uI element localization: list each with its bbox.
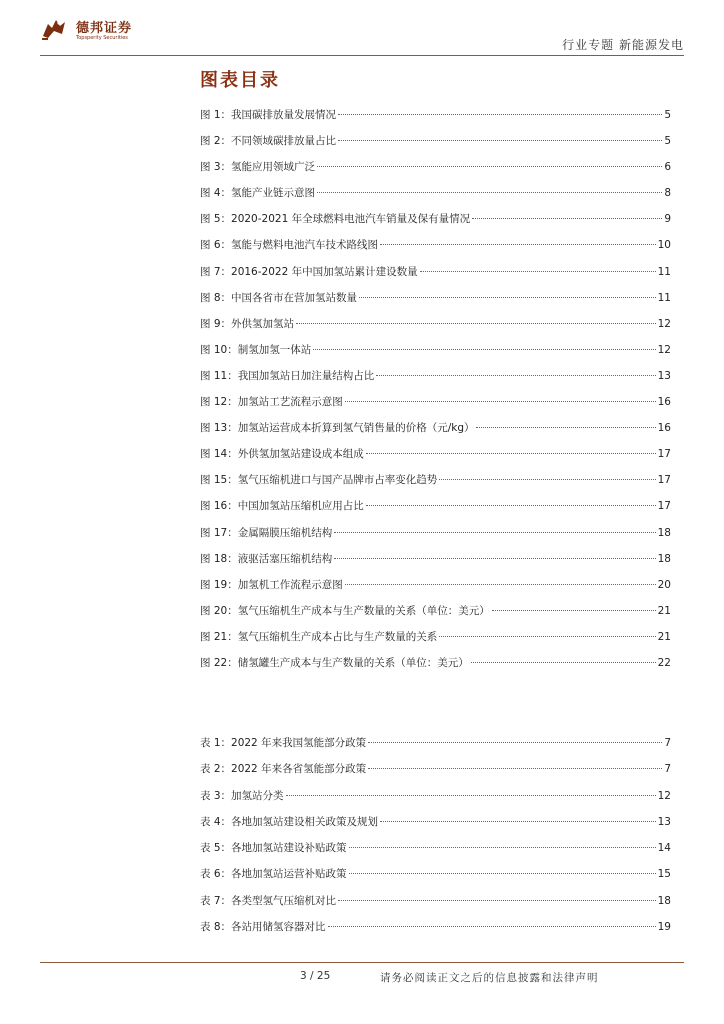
dot-leader [313, 349, 655, 350]
dot-leader [296, 323, 656, 324]
figure-entry-page: 18 [657, 526, 671, 539]
figure-entry[interactable] [200, 107, 671, 133]
figure-entry[interactable] [200, 237, 671, 263]
figure-entry-label: 图 20：氢气压缩机生产成本与生产数量的关系（单位：美元） [200, 604, 490, 617]
figure-entry-page: 11 [657, 265, 671, 278]
figure-entry-page: 12 [657, 317, 671, 330]
dragon-logo-icon [40, 14, 68, 42]
figure-entry-label: 图 1：我国碳排放量发展情况 [200, 109, 337, 121]
figure-entry-label: 图 4：氢能产业链示意图 [200, 187, 316, 200]
figure-entry-page: 17 [657, 474, 671, 487]
figure-entry[interactable] [200, 368, 671, 394]
figure-entry[interactable] [200, 472, 671, 498]
figure-entry-page: 8 [664, 187, 671, 200]
page-header [0, 0, 724, 60]
figure-entry[interactable] [200, 655, 671, 681]
figure-entry-label: 图 16：中国加氢站压缩机应用占比 [200, 500, 364, 513]
table-entry-page: 14 [657, 842, 671, 855]
figure-entry[interactable] [200, 551, 671, 577]
footer-divider [40, 962, 684, 963]
table-entry-page: 12 [657, 789, 671, 802]
figure-entry-label: 图 22：储氢罐生产成本与生产数量的关系（单位：美元） [200, 656, 469, 669]
dot-leader [334, 558, 655, 559]
figure-entry[interactable] [200, 159, 671, 185]
figure-list [200, 107, 671, 681]
table-entry-label: 表 5：各地加氢站建设补贴政策 [200, 842, 347, 855]
table-entry[interactable] [200, 866, 671, 892]
dot-leader [471, 662, 656, 663]
figure-entry-label: 图 8：中国各省市在营加氢站数量 [200, 291, 358, 304]
figure-entry-page: 21 [657, 604, 671, 617]
dot-leader [317, 192, 662, 193]
figure-entry-label: 图 21：氢气压缩机生产成本占比与生产数量的关系 [200, 630, 438, 643]
figure-entry[interactable] [200, 577, 671, 603]
figure-entry-page: 9 [664, 213, 671, 226]
figure-entry[interactable] [200, 264, 671, 290]
figure-entry-page: 5 [664, 109, 671, 121]
figure-entry[interactable] [200, 316, 671, 342]
toc-title: 图表目录 [200, 70, 280, 91]
table-entry-label: 表 1：2022 年来我国氢能部分政策 [200, 737, 367, 749]
table-entry[interactable] [200, 840, 671, 866]
dot-leader [366, 505, 656, 506]
page-number: 3 / 25 [300, 970, 331, 982]
figure-entry[interactable] [200, 394, 671, 420]
figure-entry[interactable] [200, 185, 671, 211]
table-entry[interactable] [200, 893, 671, 919]
dot-leader [334, 532, 655, 533]
figure-entry-label: 图 3：氢能应用领域广泛 [200, 161, 316, 174]
figure-entry-page: 6 [664, 161, 671, 174]
dot-leader [472, 218, 662, 219]
figure-entry-label: 图 18：液驱活塞压缩机结构 [200, 552, 333, 565]
figure-entry-page: 16 [657, 422, 671, 435]
dot-leader [286, 795, 656, 796]
figure-entry[interactable] [200, 498, 671, 524]
dot-leader [338, 140, 662, 141]
figure-entry[interactable] [200, 342, 671, 368]
figure-entry[interactable] [200, 629, 671, 655]
figure-entry-label: 图 2：不同领域碳排放量占比 [200, 135, 337, 148]
table-entry-label: 表 2：2022 年来各省氢能部分政策 [200, 763, 367, 776]
dot-leader [368, 768, 662, 769]
figure-entry[interactable] [200, 420, 671, 446]
dot-leader [345, 584, 656, 585]
dot-leader [476, 427, 655, 428]
figure-entry-page: 22 [657, 656, 671, 669]
dot-leader [338, 114, 662, 115]
figure-entry-page: 17 [657, 448, 671, 461]
figure-entry[interactable] [200, 290, 671, 316]
figure-entry-page: 11 [657, 291, 671, 304]
figure-entry-label: 图 7：2016-2022 年中国加氢站累计建设数量 [200, 265, 418, 278]
figure-entry-page: 20 [657, 578, 671, 591]
table-list [200, 735, 671, 945]
dot-leader [366, 453, 656, 454]
table-entry-label: 表 8：各站用储氢容器对比 [200, 921, 326, 934]
dot-leader [328, 926, 656, 927]
dot-leader [380, 821, 656, 822]
figure-entry[interactable] [200, 133, 671, 159]
table-entry-label: 表 7：各类型氢气压缩机对比 [200, 894, 337, 907]
brand-name: 德邦证券 [76, 21, 133, 36]
dot-leader [349, 873, 656, 874]
figure-entry-page: 16 [657, 396, 671, 409]
figure-entry[interactable] [200, 603, 671, 629]
figure-entry-label: 图 10：制氢加氢一体站 [200, 343, 312, 356]
figure-entry-page: 12 [657, 343, 671, 356]
figure-entry-label: 图 13：加氢站运营成本折算到氢气销售量的价格（元/kg） [200, 422, 475, 435]
figure-entry-label: 图 6：氢能与燃料电池汽车技术路线图 [200, 239, 379, 252]
table-entry[interactable] [200, 761, 671, 787]
figure-entry-label: 图 9：外供氢加氢站 [200, 317, 295, 330]
figure-entry-label: 图 15：氢气压缩机进口与国产品牌市占率变化趋势 [200, 474, 438, 487]
figure-entry-page: 10 [657, 239, 671, 252]
table-entry-page: 18 [657, 894, 671, 907]
figure-entry-label: 图 11：我国加氢站日加注量结构占比 [200, 369, 375, 382]
dot-leader [439, 636, 655, 637]
dot-leader [345, 401, 656, 402]
table-entry-label: 表 3：加氢站分类 [200, 789, 284, 802]
dot-leader [359, 297, 656, 298]
dot-leader [380, 244, 656, 245]
figure-entry-page: 5 [664, 135, 671, 148]
table-entry[interactable] [200, 919, 671, 945]
disclaimer-text: 请务必阅读正文之后的信息披露和法律声明 [380, 972, 599, 984]
dot-leader [439, 479, 655, 480]
dot-leader [492, 610, 656, 611]
figure-entry-label: 图 19：加氢机工作流程示意图 [200, 578, 343, 591]
table-entry-label: 表 6：各地加氢站运营补贴政策 [200, 868, 347, 881]
table-entry-page: 7 [664, 763, 671, 776]
table-entry-page: 7 [664, 737, 671, 749]
figure-entry[interactable] [200, 525, 671, 551]
table-entry-label: 表 4：各地加氢站建设相关政策及规划 [200, 815, 379, 828]
figure-entry-label: 图 17：金属隔膜压缩机结构 [200, 526, 333, 539]
figure-entry[interactable] [200, 211, 671, 237]
figure-entry-page: 13 [657, 369, 671, 382]
dot-leader [317, 166, 662, 167]
table-entry-page: 15 [657, 868, 671, 881]
figure-entry-label: 图 14：外供氢加氢站建设成本组成 [200, 448, 364, 461]
figure-entry-page: 21 [657, 630, 671, 643]
figure-entry-page: 18 [657, 552, 671, 565]
header-divider [40, 55, 684, 56]
dot-leader [368, 742, 662, 743]
table-entry-page: 19 [657, 921, 671, 934]
figure-entry-page: 17 [657, 500, 671, 513]
table-entry[interactable] [200, 788, 671, 814]
table-entry[interactable] [200, 735, 671, 761]
brand-english-name: Topsperity Securities [76, 35, 128, 41]
figure-entry[interactable] [200, 446, 671, 472]
dot-leader [420, 271, 656, 272]
table-entry-page: 13 [657, 815, 671, 828]
figure-entry-label: 图 12：加氢站工艺流程示意图 [200, 396, 343, 409]
figure-entry-label: 图 5：2020-2021 年全球燃料电池汽车销量及保有量情况 [200, 213, 471, 226]
dot-leader [349, 847, 656, 848]
dot-leader [376, 375, 655, 376]
table-entry[interactable] [200, 814, 671, 840]
dot-leader [338, 900, 656, 901]
report-category: 行业专题 新能源发电 [562, 38, 684, 52]
